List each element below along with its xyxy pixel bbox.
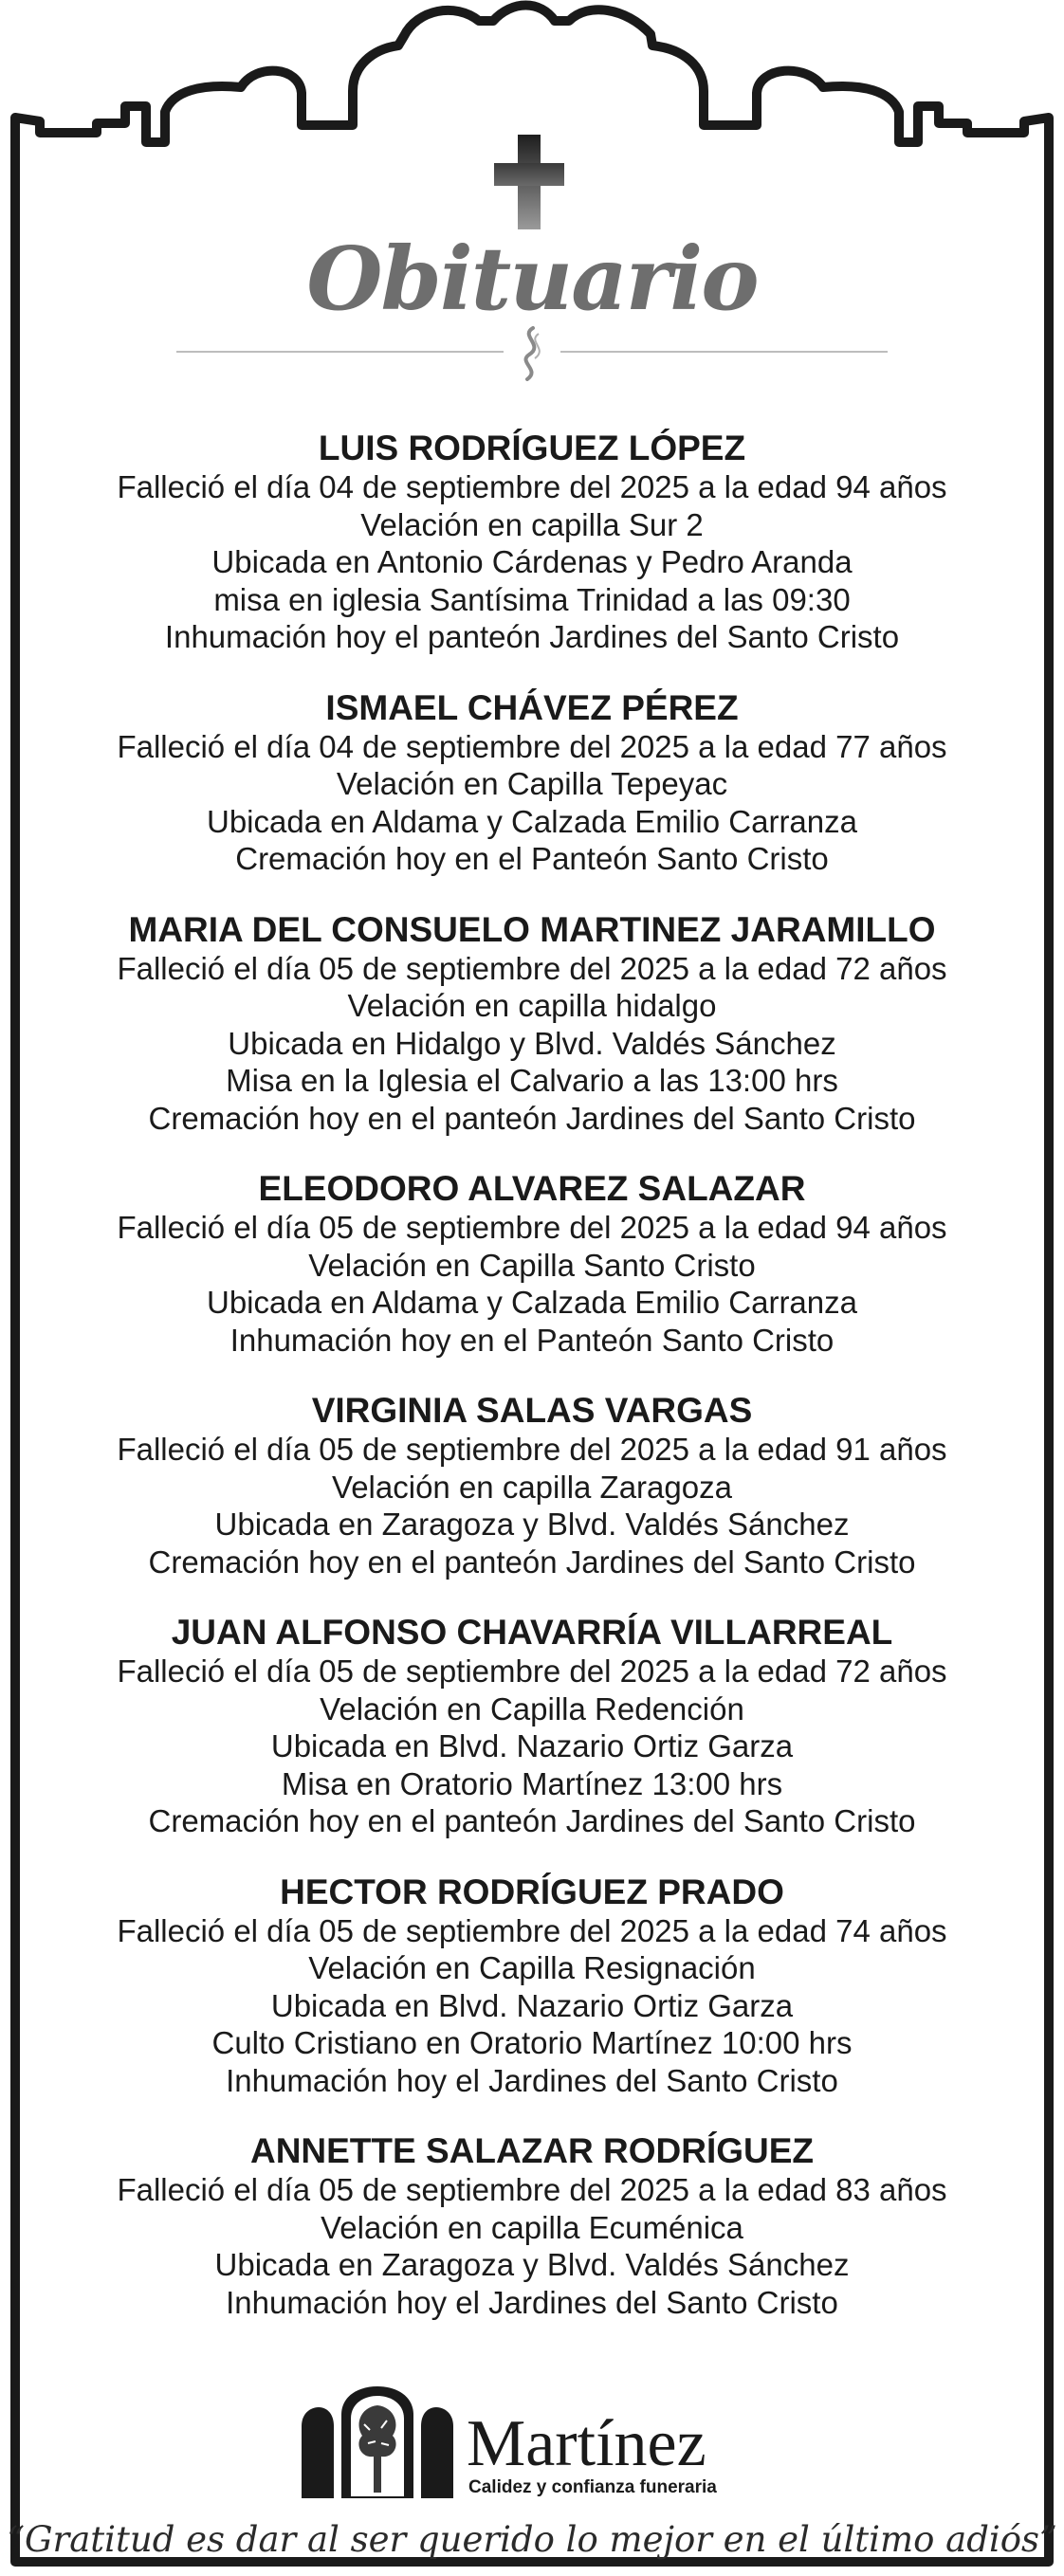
entry-line: Ubicada en Antonio Cárdenas y Pedro Aranda	[211, 544, 853, 579]
entry-line: Velación en capilla Zaragoza	[332, 1469, 732, 1505]
entry-line: Cremación hoy en el Panteón Santo Cristo	[235, 841, 829, 876]
obituary-entry	[28, 1873, 1036, 2100]
deceased-name: HECTOR RODRÍGUEZ PRADO	[280, 1872, 784, 1911]
entry-line: Velación en Capilla Redención	[320, 1690, 744, 1726]
footer	[0, 2375, 1064, 2565]
entry-line: Falleció el día 04 de septiembre del 2025 a la edad 94 años	[117, 469, 947, 504]
deceased-name: ISMAEL CHÁVEZ PÉREZ	[325, 687, 739, 727]
chapel-arches-logo	[302, 2386, 453, 2500]
deceased-name: ELEODORO ALVAREZ SALAZAR	[258, 1169, 806, 1208]
entry-line: Inhumación hoy el panteón Jardines del Santo Cristo	[164, 619, 900, 654]
entry-line: Cremación hoy en el panteón Jardines del Santo Cristo	[148, 1544, 916, 1580]
entry-line: Inhumación hoy en el Panteón Santo Cristo	[229, 1322, 835, 1358]
cross-icon	[494, 135, 564, 229]
entry-line: Velación en Capilla Santo Cristo	[308, 1247, 756, 1283]
motto-text: “Gratitud es dar al ser querido lo mejor en el último adiós”	[7, 2519, 1057, 2560]
obituary-entry	[28, 2131, 1036, 2321]
entry-line: Ubicada en Aldama y Calzada Emilio Carranza	[206, 803, 857, 839]
entry-line: Ubicada en Hidalgo y Blvd. Valdés Sánchez	[228, 1025, 836, 1061]
deceased-name: VIRGINIA SALAS VARGAS	[311, 1391, 753, 1430]
entry-line: Misa en la Iglesia el Calvario a las 13:00 hrs	[226, 1063, 838, 1098]
entry-line: Falleció el día 05 de septiembre del 2025 a la edad 74 años	[117, 1912, 947, 1948]
entry-line: Velación en Capilla Resignación	[308, 1950, 756, 1985]
divider-left	[176, 351, 504, 353]
entry-line: Ubicada en Zaragoza y Blvd. Valdés Sánchez	[214, 1507, 850, 1542]
entry-line: Culto Cristiano en Oratorio Martínez 10:00 hrs	[211, 2025, 853, 2060]
entry-line: Ubicada en Blvd. Nazario Ortiz Garza	[270, 1728, 794, 1763]
obituary-list	[28, 429, 1036, 2353]
brand-name: Martínez	[467, 2407, 706, 2480]
entry-line: Ubicada en Blvd. Nazario Ortiz Garza	[270, 1987, 794, 2023]
obituary-entry	[28, 910, 1036, 1138]
entry-line: Cremación hoy en el panteón Jardines del Santo Cristo	[148, 1100, 916, 1136]
entry-line: Misa en Oratorio Martínez 13:00 hrs	[281, 1765, 783, 1801]
flourish-icon	[512, 324, 550, 381]
entry-line: Falleció el día 05 de septiembre del 2025 a la edad 83 años	[117, 2172, 947, 2207]
obituary-entry	[28, 1613, 1036, 1840]
page-title: Obituario	[306, 228, 758, 330]
deceased-name: LUIS RODRÍGUEZ LÓPEZ	[318, 429, 746, 467]
entry-line: Ubicada en Aldama y Calzada Emilio Carranza	[206, 1285, 857, 1320]
obituary-entry	[28, 1169, 1036, 1359]
entry-line: Velación en Capilla Tepeyac	[336, 766, 728, 801]
entry-line: Falleció el día 05 de septiembre del 2025 a la edad 72 años	[117, 1653, 947, 1689]
entry-line: Velación en capilla Ecuménica	[321, 2209, 743, 2245]
entry-line: Cremación hoy en el panteón Jardines del Santo Cristo	[148, 1803, 916, 1838]
entry-line: Velación en capilla Sur 2	[360, 506, 704, 542]
entry-line: Inhumación hoy el Jardines del Santo Cristo	[226, 2062, 838, 2098]
divider-right	[560, 351, 888, 353]
entry-line: Falleció el día 05 de septiembre del 2025 a la edad 72 años	[117, 950, 947, 986]
entry-line: misa en iglesia Santísima Trinidad a las 09:30	[213, 581, 851, 617]
obituary-entry	[28, 1391, 1036, 1580]
entry-line: Ubicada en Zaragoza y Blvd. Valdés Sánchez	[214, 2247, 850, 2282]
entry-line: Velación en capilla hidalgo	[347, 988, 717, 1023]
entry-line: Falleció el día 05 de septiembre del 2025 a la edad 94 años	[117, 1210, 947, 1245]
entry-line: Falleció el día 05 de septiembre del 2025 a la edad 91 años	[117, 1432, 947, 1467]
deceased-name: ANNETTE SALAZAR RODRÍGUEZ	[249, 2131, 815, 2170]
obituary-entry	[28, 688, 1036, 878]
brand-tagline: Calidez y confianza funeraria	[468, 2477, 717, 2497]
deceased-name: JUAN ALFONSO CHAVARRÍA VILLARREAL	[171, 1613, 893, 1652]
entry-line: Inhumación hoy el Jardines del Santo Cristo	[226, 2284, 838, 2320]
obituary-entry	[28, 429, 1036, 656]
entry-line: Falleció el día 04 de septiembre del 2025 a la edad 77 años	[117, 728, 947, 764]
deceased-name: MARIA DEL CONSUELO MARTINEZ JARAMILLO	[128, 909, 936, 949]
header	[0, 0, 1064, 417]
